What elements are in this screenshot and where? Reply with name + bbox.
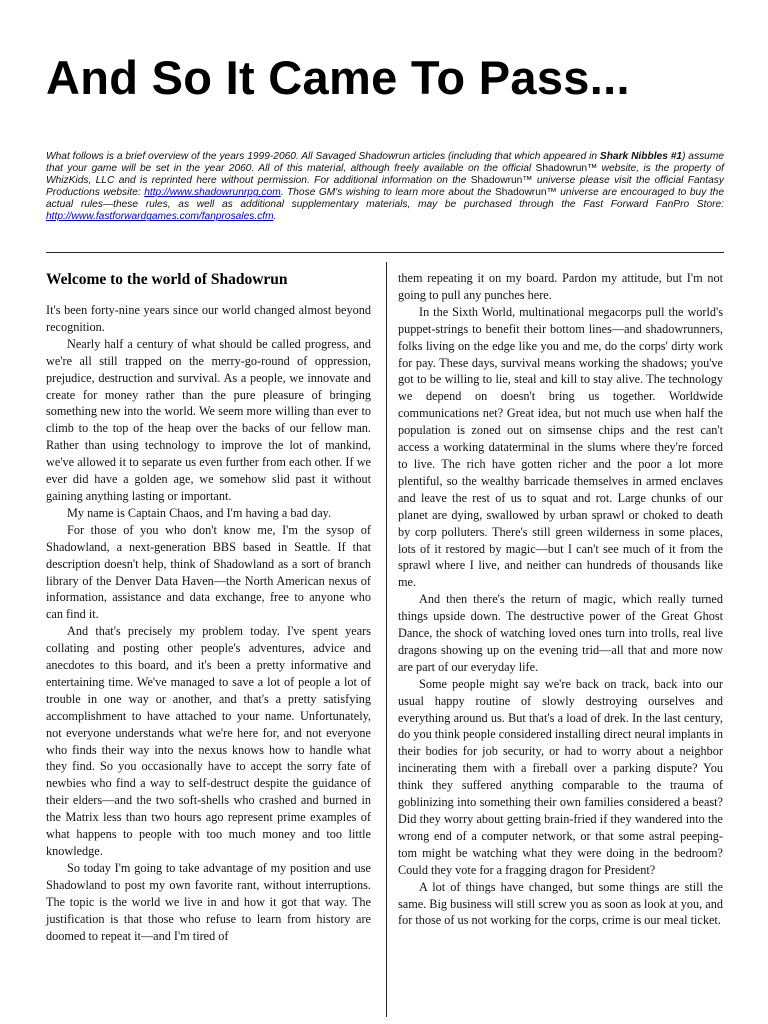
paragraph: It's been forty-nine years since our world changed almost beyond recognition. xyxy=(46,303,371,334)
column-divider xyxy=(386,262,387,1017)
intro-text: ) assume that your game will be set in the year 2060. All of this material, although freely available on the official xyxy=(46,151,724,175)
paragraph: And then there's the return of magic, which really turned things upside down. The destructive power of the Great Ghost Dance, the shock of watching loved ones turn into trolls, real live dragons showing up on the evening trid—all that and more now are part of our everyday life. xyxy=(398,592,723,674)
intro-text: universe are encouraged to buy the actual rules—these rules, as well as additional supplementary materials, may be purchased through the Fast Forward FanPro Store: xyxy=(46,187,724,211)
paragraph: In the Sixth World, multinational megacorps pull the world's puppet-strings to benefit their bottom lines—and shadowrunners, folks living on the edge like you and me, do the corps' dirty work for pay. These days, survival means working the shadows; you've got to be willing to lie, steal and kill to stay alive. The technology we depend on doesn't bring us together. Worldwide communications net? Great idea, but not much use when half the population is zoned out on simsense chips and the rest can't access a working dataterminal in the slums where they're forced to live. The rich have gotten richer and the poor a lot more plentiful, so the wealthy barricade themselves in armed enclaves and leave the rest of us to squat and rot. Large chunks of our planet are dying, swallowed by urban sprawl or choked to death by corp polluters. There's still green wilderness in some places, lots of it restored by magic—but I can't see much of it from the sprawl where I live, and neither can hundreds of thousands like me. xyxy=(398,304,723,590)
paragraph: A lot of things have changed, but some things are still the same. Big business will still screw you as soon as look at you, and for those of us not working for the corps, crime is our meal ticket. xyxy=(398,879,723,928)
horizontal-rule xyxy=(46,252,724,253)
paragraph: Nearly half a century of what should be called progress, and we're all still trapped on the merry-go-round of oppression, prejudice, destruction and survival. As a people, we innovate and create for money rather than the pure pleasure of bringing something new into the world. We seem more willing than ever to climb to the top of the heap over the backs of our fellow man. Rather than using technology to improve the lot of mankind, we've allowed it to separate us even further from each other. If we ever did have a golden age, we somehow slid past it without gaining anything lasting or important. xyxy=(46,336,371,503)
article-heading: Welcome to the world of Shadowrun xyxy=(46,271,288,288)
fanpro-store-link[interactable]: http://www.fastforwardgames.com/fanprosales.cfm xyxy=(46,211,274,223)
intro-text: . xyxy=(273,211,277,223)
paragraph: And that's precisely my problem today. I've spent years collating and posting other people's adventures, advice and anecdotes to this board, and it's been a pretty informative and entertaining time. We've managed to save a lot of people a lot of trouble in one way or another, and that's a pretty satisfying accomplishment to have attached to your name. Unfortunately, not everyone understands what we're here for, and not everyone who finds their way into the nexus knows how to handle what they find. So you occasionally have to accept the sorry fate of newbies who find a way to self-destruct despite the guidance of their elders—and the two soft-shells who crashed and burned in the Matrix less than two hours ago represent prime examples of what happens to people with too much money and too little knowledge. xyxy=(46,624,371,858)
left-column xyxy=(46,270,371,944)
paragraph: For those of you who don't know me, I'm the sysop of Shadowland, a next-generation BBS based in Seattle. If that description doesn't help, think of Shadowland as a sort of branch library of the Denver Data Haven—the North American nexus of information, assistance and data exchange, free to anyone who can find it. xyxy=(46,522,371,622)
fantasy-productions-link[interactable]: http://www.shadowrunrpg.com xyxy=(144,187,281,199)
paragraph: Some people might say we're back on track, back into our usual happy routine of slowly destroying ourselves and everything around us. But that's a load of drek. In the last century, do you think people considered installing direct neural implants in their bodies for job security, or had to worry about a neighbor incinerating them with a fireball over a parking dispute? You think they suffered anything comparable to the trauma of goblinizing into something their own families considered a beast? Did they worry about getting brain-fried if they wandered into the wrong end of a computer network, or that some astral peeping-tom might be watching what they were doing in the bedroom? Could they vote for a fragging dragon for President? xyxy=(398,676,723,877)
intro-text: universe please visit the official Fantasy Productions website: xyxy=(46,175,724,199)
brand-mark: Shadowrun™ xyxy=(470,175,533,187)
intro-text: website, is the property of WhizKids, LLC and is reprinted here without permission. For additional information on the xyxy=(46,163,724,187)
paragraph: My name is Captain Chaos, and I'm having a bad day. xyxy=(67,505,332,520)
intro-text: . Those GM's wishing to learn more about the xyxy=(280,187,495,199)
intro-bold-title: Shark Nibbles #1 xyxy=(599,151,683,162)
intro-note xyxy=(46,151,724,224)
brand-mark: Shadowrun™ xyxy=(535,163,598,175)
paragraph: them repeating it on my board. Pardon my attitude, but I'm not going to pull any punches here. xyxy=(398,271,723,302)
intro-text: What follows is a brief overview of the years 1999-2060. All Savaged Shadowrun articles (including that which appeared in xyxy=(46,151,600,162)
page-title: And So It Came To Pass... xyxy=(46,51,630,104)
brand-mark: Shadowrun™ xyxy=(494,187,557,199)
paragraph: So today I'm going to take advantage of my position and use Shadowland to post my own favorite rant, without interruptions. The topic is the world we live in and how it got that way. The justification is that those who refuse to learn from history are doomed to repeat it—and I'm tired of xyxy=(46,860,371,943)
right-column xyxy=(398,270,723,929)
